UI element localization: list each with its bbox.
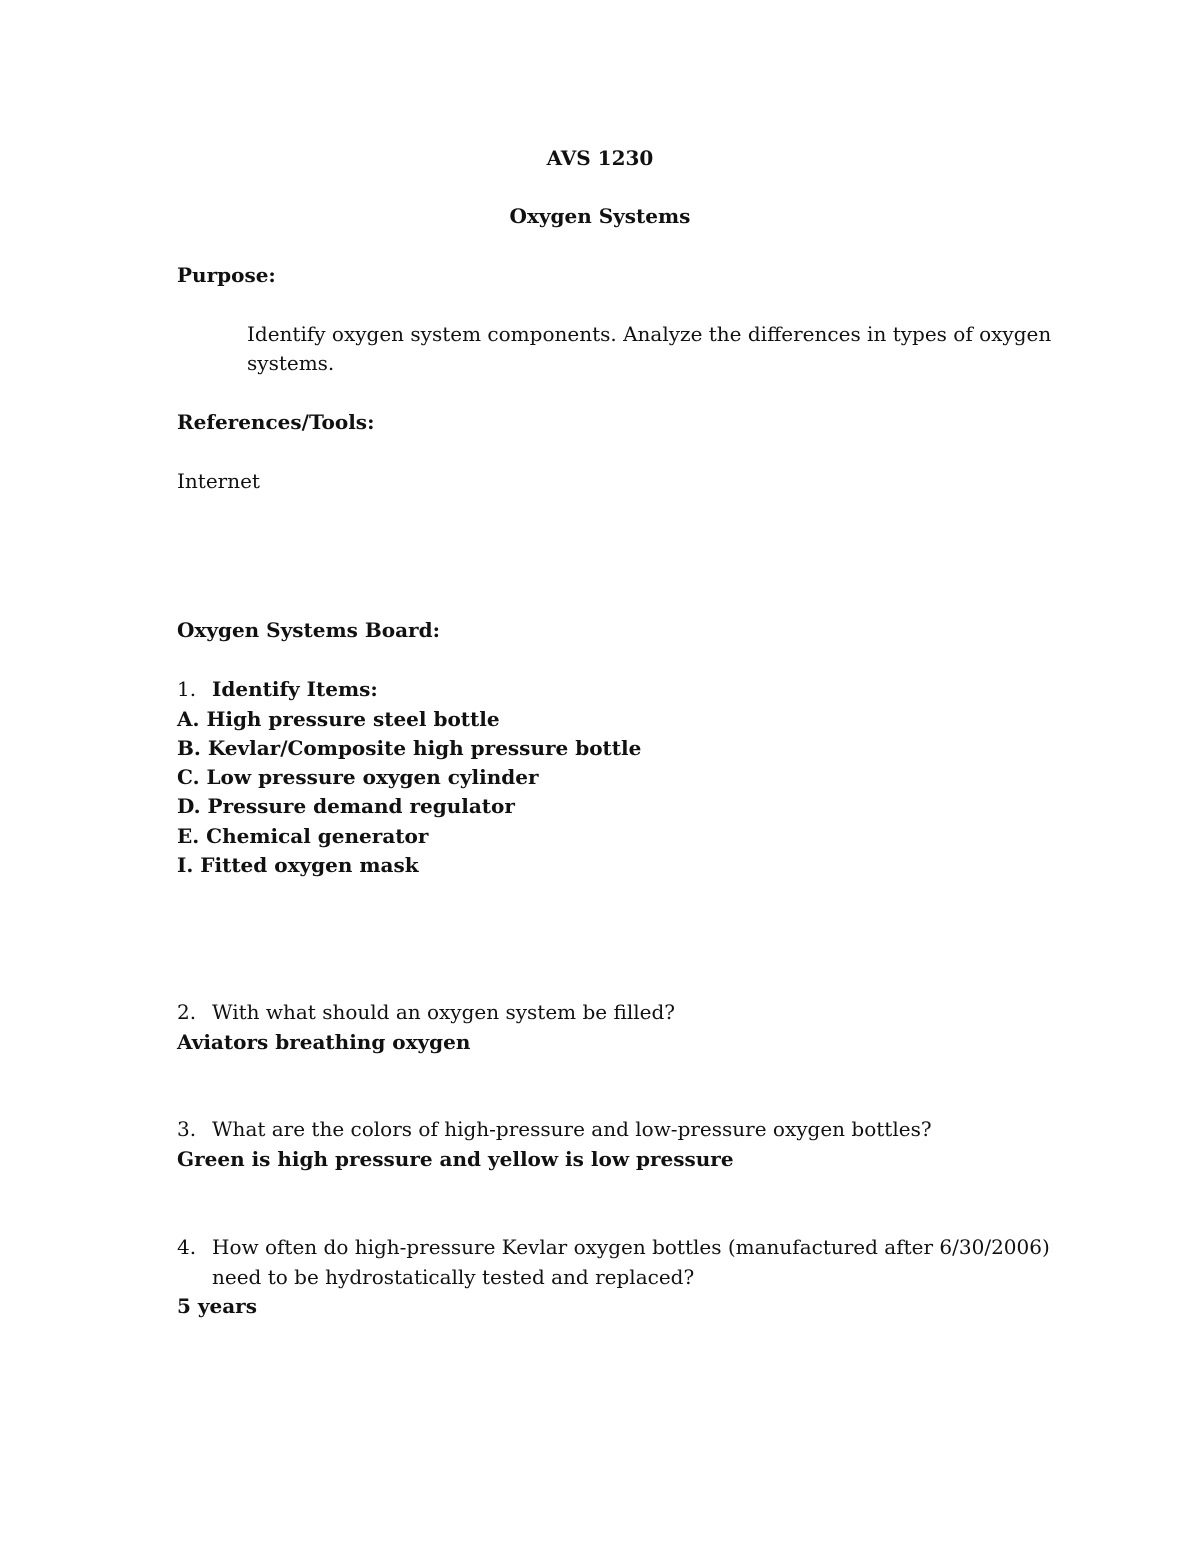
purpose-line-2: systems.: [247, 351, 335, 375]
identify-item: A. High pressure steel bottle: [177, 707, 500, 731]
question-1-text: Identify Items:: [212, 677, 378, 701]
references-heading: References/Tools:: [177, 410, 375, 434]
purpose-line-1: Identify oxygen system components. Analyze the differences in types of oxygen: [247, 322, 1052, 346]
question-4-number: 4.: [177, 1235, 197, 1259]
question-3-text: What are the colors of high-pressure and low-pressure oxygen bottles?: [212, 1117, 932, 1141]
board-heading: Oxygen Systems Board:: [177, 618, 440, 642]
identify-item: E. Chemical generator: [177, 824, 429, 848]
question-3-answer: Green is high pressure and yellow is low pressure: [177, 1147, 734, 1171]
identify-item: C. Low pressure oxygen cylinder: [177, 765, 539, 789]
question-4-text-line-2: need to be hydrostatically tested and replaced?: [212, 1265, 695, 1289]
question-3-number: 3.: [177, 1117, 197, 1141]
identify-item: I. Fitted oxygen mask: [177, 853, 419, 877]
question-2-answer: Aviators breathing oxygen: [177, 1030, 471, 1054]
question-2-text: With what should an oxygen system be filled?: [212, 1000, 675, 1024]
purpose-heading: Purpose:: [177, 263, 276, 287]
page-title: Oxygen Systems: [509, 204, 691, 228]
course-code: AVS 1230: [546, 146, 654, 170]
question-2-number: 2.: [177, 1000, 197, 1024]
question-4-answer: 5 years: [177, 1294, 257, 1318]
question-1-number: 1.: [177, 677, 197, 701]
identify-item: B. Kevlar/Composite high pressure bottle: [177, 736, 642, 760]
references-value: Internet: [177, 469, 260, 493]
question-4-text-line-1: How often do high-pressure Kevlar oxygen bottles (manufactured after 6/30/2006): [212, 1235, 1050, 1259]
identify-item: D. Pressure demand regulator: [177, 794, 515, 818]
